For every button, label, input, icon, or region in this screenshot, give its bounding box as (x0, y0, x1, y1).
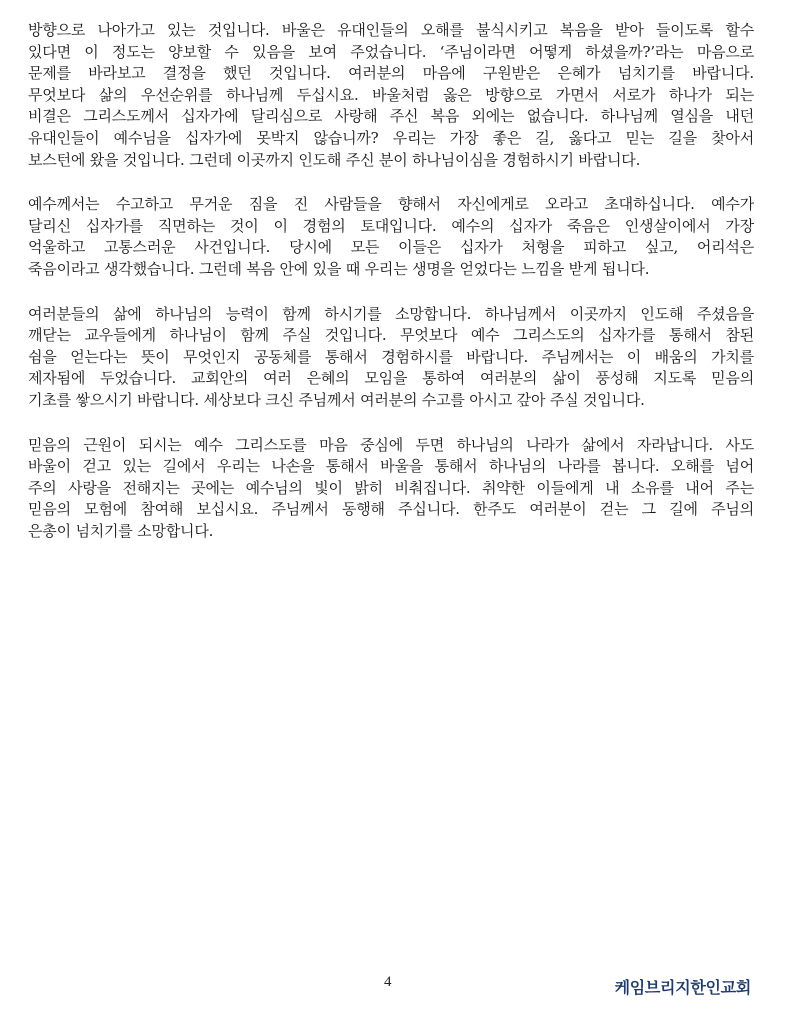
text-line: 억울하고 고통스러운 사건입니다. 당시에 모든 이들은 십자가 처형을 피하고 싶고, 어리석은 (28, 238, 754, 257)
text-line: 보스턴에 왔을 것입니다. 그런데 이곳까지 인도해 주신 분이 하나님이심을 경험하시기 바랍니다. (28, 150, 641, 169)
text-line: 문제를 바라보고 결정을 했던 것입니다. 여러분의 마음에 구원받은 은혜가 넘치기를 바랍니다. (28, 64, 754, 83)
paragraph-4 (28, 435, 754, 543)
document-body (28, 20, 754, 565)
text-line: 쉼을 얻는다는 뜻이 무엇인지 공동체를 통해서 경험하시를 바랍니다. 주님께서는 이 배움의 가치를 (28, 347, 754, 366)
paragraph-2 (28, 194, 754, 280)
text-line: 무엇보다 삶의 우선순위를 하나님께 두십시요. 바울처럼 옳은 방향으로 가면서 서로가 하나가 되는 (28, 85, 754, 104)
text-line: 죽음이라고 생각했습니다. 그런데 복음 안에 있을 때 우리는 생명을 얻었다는 느낌을 받게 됩니다. (28, 259, 650, 278)
text-line: 있다면 이 정도는 양보할 수 있음을 보여 주었습니다. ‘주님이라면 어떻게 하셨을까?’라는 마음으로 (28, 42, 754, 61)
paragraph-1 (28, 20, 754, 171)
text-line: 여러분들의 삶에 하나님의 능력이 함께 하시기를 소망합니다. 하나님께서 이곳까지 인도해 주셨음을 (28, 304, 754, 323)
text-line: 믿음의 근원이 되시는 예수 그리스도를 마음 중심에 두면 하나님의 나라가 삶에서 자라납니다. 사도 (28, 435, 754, 454)
text-line: 기초를 쌓으시기 바랍니다. 세상보다 크신 주님께서 여러분의 수고를 아시고 갚아 주실 것입니다. (28, 390, 645, 409)
text-line: 바울이 걷고 있는 길에서 우리는 나손을 통해서 바울을 통해서 하나님의 나라를 봅니다. 오해를 넘어 (28, 457, 754, 476)
text-line: 깨닫는 교우들에게 하나님이 함께 주실 것입니다. 무엇보다 예수 그리스도의 십자가를 통해서 참된 (28, 326, 754, 345)
text-line: 유대인들이 예수님을 십자가에 못박지 않습니까? 우리는 가장 좋은 길, 옳다고 믿는 길을 찾아서 (28, 128, 754, 147)
text-line: 방향으로 나아가고 있는 것입니다. 바울은 유대인들의 오해를 불식시키고 복음을 받아 들이도록 할수 (28, 21, 754, 39)
text-line: 달리신 십자가를 직면하는 것이 이 경험의 토대입니다. 예수의 십자가 죽음은 인생살이에서 가장 (28, 216, 754, 235)
text-line: 제자됨에 두었습니다. 교회안의 여러 은혜의 모임을 통하여 여러분의 삶이 풍성해 지도록 믿음의 (28, 369, 754, 388)
text-line: 주의 사랑을 전해지는 곳에는 예수님의 빛이 밝히 비춰집니다. 취약한 이들에게 내 소유를 내어 주는 (28, 478, 754, 497)
text-line: 예수께서는 수고하고 무거운 짐을 진 사람들을 향해서 자신에게로 오라고 초대하십니다. 예수가 (28, 195, 754, 214)
page-number: 4 (384, 974, 392, 990)
text-line: 은총이 넘치기를 소망합니다. (28, 521, 214, 540)
paragraph-3 (28, 304, 754, 412)
text-line: 비결은 그리스도께서 십자가에 달리심으로 사랑해 주신 복음 외에는 없습니다. 하나님께 열심을 내던 (28, 107, 754, 126)
church-name-logo: 케임브리지한인교회 (614, 978, 751, 997)
text-line: 믿음의 모험에 참여해 보십시요. 주님께서 동행해 주십니다. 한주도 여러분이 걷는 그 길에 주님의 (28, 500, 754, 519)
